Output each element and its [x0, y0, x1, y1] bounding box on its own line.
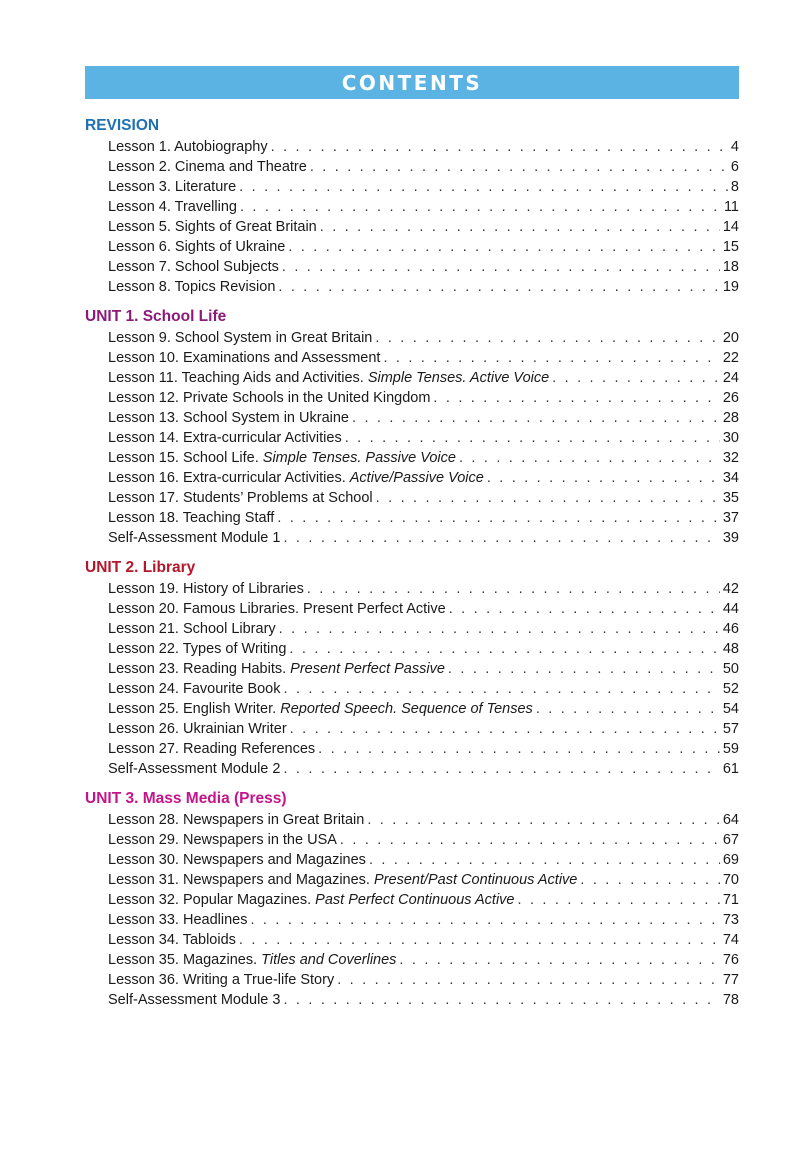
- entry-title-text: Self-Assessment Module 2: [108, 761, 281, 777]
- page-number: 39: [722, 530, 739, 546]
- dot-leader: [318, 739, 720, 759]
- toc-entry[interactable]: [108, 448, 739, 468]
- toc-entry[interactable]: [108, 528, 739, 548]
- toc-entry[interactable]: [108, 428, 739, 448]
- page-number: 61: [722, 761, 739, 777]
- toc-entry[interactable]: [108, 659, 739, 679]
- section-heading: UNIT 2. Library: [85, 559, 196, 576]
- entry-title: [108, 759, 280, 779]
- entry-title: [108, 157, 307, 177]
- entry-title: [108, 870, 577, 890]
- dot-leader: [283, 990, 719, 1010]
- page-number: 67: [722, 832, 739, 848]
- section-heading: REVISION: [85, 117, 160, 134]
- entry-title: [108, 810, 364, 830]
- page-number: 8: [730, 179, 739, 195]
- entry-title-text: Lesson 19. History of Libraries: [108, 581, 304, 597]
- entry-title-text: Lesson 23. Reading Habits.: [108, 661, 291, 677]
- entry-title-text: Lesson 18. Teaching Staff: [108, 510, 275, 526]
- entry-title-text: Lesson 30. Newspapers and Magazines: [108, 852, 366, 868]
- entry-title: [108, 970, 334, 990]
- dot-leader: [449, 599, 720, 619]
- toc-entry[interactable]: [108, 157, 739, 177]
- toc-entry[interactable]: [108, 870, 739, 890]
- entry-title: [108, 237, 285, 257]
- entry-title: [108, 579, 304, 599]
- toc-entry[interactable]: [108, 388, 739, 408]
- toc-entry[interactable]: [108, 137, 739, 157]
- entry-title-text: Lesson 3. Literature: [108, 179, 237, 195]
- page-number: 32: [722, 450, 739, 466]
- entry-title: [108, 197, 237, 217]
- entry-title: [108, 739, 315, 759]
- toc-entry[interactable]: [108, 739, 739, 759]
- page-number: 19: [722, 279, 739, 295]
- entry-title-text: Lesson 34. Tabloids: [108, 932, 236, 948]
- toc-entry[interactable]: [108, 217, 739, 237]
- entry-grammar-topic: Active/Passive Voice: [349, 470, 484, 486]
- entry-grammar-topic: Reported Speech. Sequence of Tenses: [280, 701, 533, 717]
- entry-title: [108, 830, 337, 850]
- entry-title-text: Lesson 29. Newspapers in the USA: [108, 832, 337, 848]
- entry-title: [108, 619, 276, 639]
- dot-leader: [448, 659, 720, 679]
- dot-leader: [279, 619, 720, 639]
- entry-title: [108, 428, 342, 448]
- page-number: 52: [722, 681, 739, 697]
- dot-leader: [288, 237, 720, 257]
- toc-entry[interactable]: [108, 679, 739, 699]
- entry-title: [108, 217, 317, 237]
- entry-title-text: Lesson 17. Students’ Problems at School: [108, 490, 373, 506]
- entry-title: [108, 890, 515, 910]
- entry-title: [108, 348, 380, 368]
- entry-title-text: Lesson 25. English Writer.: [108, 701, 281, 717]
- entry-title: [108, 177, 236, 197]
- toc-entry[interactable]: [108, 719, 739, 739]
- toc-entry[interactable]: [108, 468, 739, 488]
- toc-entry[interactable]: [108, 257, 739, 277]
- dot-leader: [340, 830, 720, 850]
- toc-entry[interactable]: [108, 348, 739, 368]
- dot-leader: [284, 679, 720, 699]
- dot-leader: [307, 579, 720, 599]
- entry-title-text: Lesson 12. Private Schools in the United Kingdom: [108, 390, 431, 406]
- entry-title-text: Lesson 20. Famous Libraries. Present Perfect Active: [108, 601, 446, 617]
- page-number: 14: [722, 219, 739, 235]
- dot-leader: [277, 508, 720, 528]
- entry-title: [108, 679, 281, 699]
- dot-leader: [278, 277, 719, 297]
- entry-grammar-topic: Simple Tenses. Passive Voice: [262, 450, 456, 466]
- page-number: 46: [722, 621, 739, 637]
- page-number: 22: [722, 350, 739, 366]
- toc-entry[interactable]: [108, 970, 739, 990]
- entry-grammar-topic: Simple Tenses. Active Voice: [367, 370, 550, 386]
- toc-entry[interactable]: [108, 488, 739, 508]
- entry-title: [108, 990, 280, 1010]
- page-number: 4: [730, 139, 739, 155]
- entry-title-text: Lesson 9. School System in Great Britain: [108, 330, 373, 346]
- toc-entry[interactable]: [108, 930, 739, 950]
- page-number: 70: [722, 872, 739, 888]
- page-number: 24: [722, 370, 739, 386]
- entry-title: [108, 699, 533, 719]
- contents-banner: [85, 66, 739, 99]
- page-number: 20: [722, 330, 739, 346]
- entry-title: [108, 328, 372, 348]
- entry-title: [108, 468, 484, 488]
- entry-title-text: Lesson 11. Teaching Aids and Activities.: [108, 370, 368, 386]
- entry-title-text: Lesson 13. School System in Ukraine: [108, 410, 349, 426]
- dot-leader: [240, 197, 721, 217]
- entry-title: [108, 257, 279, 277]
- dot-leader: [250, 910, 719, 930]
- dot-leader: [271, 137, 728, 157]
- dot-leader: [518, 890, 720, 910]
- page-number: 18: [722, 259, 739, 275]
- dot-leader: [310, 157, 728, 177]
- entry-title-text: Lesson 28. Newspapers in Great Britain: [108, 812, 365, 828]
- toc-entry[interactable]: [108, 850, 739, 870]
- page-title: CONTENTS: [341, 70, 483, 95]
- page-number: 6: [730, 159, 739, 175]
- entry-title: [108, 719, 287, 739]
- dot-leader: [289, 639, 719, 659]
- page-number: 48: [722, 641, 739, 657]
- page-number: 74: [722, 932, 739, 948]
- page-number: 42: [722, 581, 739, 597]
- dot-leader: [459, 448, 720, 468]
- toc-entry[interactable]: [108, 508, 739, 528]
- dot-leader: [399, 950, 719, 970]
- entry-title-text: Lesson 35. Magazines.: [108, 952, 262, 968]
- entry-grammar-topic: Present/Past Continuous Active: [374, 872, 578, 888]
- entry-title-text: Lesson 22. Types of Writing: [108, 641, 287, 657]
- toc-entry[interactable]: [108, 328, 739, 348]
- toc-entry[interactable]: [108, 237, 739, 257]
- page-number: 35: [722, 490, 739, 506]
- section-heading: UNIT 1. School Life: [85, 308, 227, 325]
- toc-entry[interactable]: [108, 890, 739, 910]
- dot-leader: [367, 810, 720, 830]
- dot-leader: [376, 488, 720, 508]
- dot-leader: [352, 408, 720, 428]
- page-number: 78: [722, 992, 739, 1008]
- table-of-contents: [85, 115, 739, 1010]
- entry-title: [108, 910, 247, 930]
- entry-title: [108, 930, 236, 950]
- toc-entry[interactable]: [108, 810, 739, 830]
- toc-entry[interactable]: [108, 197, 739, 217]
- entry-title: [108, 388, 430, 408]
- entry-grammar-topic: Present Perfect Passive: [290, 661, 445, 677]
- entry-title: [108, 950, 396, 970]
- dot-leader: [283, 528, 719, 548]
- page-number: 64: [722, 812, 739, 828]
- toc-entry[interactable]: [108, 830, 739, 850]
- entry-grammar-topic: Titles and Coverlines: [261, 952, 397, 968]
- page-number: 59: [722, 741, 739, 757]
- entry-title: [108, 488, 373, 508]
- toc-entry[interactable]: [108, 368, 739, 388]
- entry-title: [108, 508, 274, 528]
- toc-entry[interactable]: [108, 910, 739, 930]
- dot-leader: [487, 468, 720, 488]
- toc-entry[interactable]: [108, 277, 739, 297]
- entry-title-text: Lesson 24. Favourite Book: [108, 681, 281, 697]
- toc-section: [85, 557, 739, 779]
- toc-section: [85, 788, 739, 1010]
- dot-leader: [283, 759, 719, 779]
- entry-title-text: Lesson 5. Sights of Great Britain: [108, 219, 317, 235]
- entry-title-text: Lesson 14. Extra-curricular Activities: [108, 430, 342, 446]
- dot-leader: [536, 699, 720, 719]
- entry-title: [108, 448, 456, 468]
- entry-title-text: Lesson 33. Headlines: [108, 912, 248, 928]
- page-number: 30: [722, 430, 739, 446]
- entry-title-text: Lesson 2. Cinema and Theatre: [108, 159, 307, 175]
- dot-leader: [383, 348, 719, 368]
- page-number: 44: [722, 601, 739, 617]
- entry-title: [108, 599, 446, 619]
- page-number: 54: [722, 701, 739, 717]
- entry-title-text: Lesson 6. Sights of Ukraine: [108, 239, 286, 255]
- entry-title-text: Lesson 15. School Life.: [108, 450, 263, 466]
- toc-entry[interactable]: [108, 699, 739, 719]
- toc-entry[interactable]: [108, 599, 739, 619]
- dot-leader: [345, 428, 720, 448]
- entry-title: [108, 137, 268, 157]
- page-number: 28: [722, 410, 739, 426]
- page-number: 57: [722, 721, 739, 737]
- entry-title-text: Lesson 1. Autobiography: [108, 139, 268, 155]
- page-number: 34: [722, 470, 739, 486]
- page-number: 15: [722, 239, 739, 255]
- page-number: 11: [723, 199, 739, 215]
- toc-entry[interactable]: [108, 408, 739, 428]
- entry-title: [108, 368, 549, 388]
- entry-title-text: Lesson 26. Ukrainian Writer: [108, 721, 287, 737]
- entry-title-text: Lesson 21. School Library: [108, 621, 276, 637]
- toc-entry[interactable]: [108, 579, 739, 599]
- entry-title-text: Lesson 7. School Subjects: [108, 259, 279, 275]
- dot-leader: [552, 368, 720, 388]
- toc-section: [85, 306, 739, 548]
- entry-title-text: Lesson 36. Writing a True-life Story: [108, 972, 335, 988]
- entry-title: [108, 850, 366, 870]
- dot-leader: [320, 217, 720, 237]
- dot-leader: [433, 388, 719, 408]
- entry-title: [108, 408, 349, 428]
- dot-leader: [337, 970, 720, 990]
- page-number: 26: [722, 390, 739, 406]
- dot-leader: [239, 930, 720, 950]
- dot-leader: [369, 850, 720, 870]
- entry-title-text: Lesson 4. Travelling: [108, 199, 237, 215]
- entry-title-text: Self-Assessment Module 3: [108, 992, 281, 1008]
- entry-title-text: Lesson 8. Topics Revision: [108, 279, 276, 295]
- toc-section: [85, 115, 739, 297]
- dot-leader: [239, 177, 728, 197]
- entry-title: [108, 639, 286, 659]
- section-heading: UNIT 3. Mass Media (Press): [85, 790, 287, 807]
- page-number: 69: [722, 852, 739, 868]
- entry-title-text: Lesson 31. Newspapers and Magazines.: [108, 872, 374, 888]
- page-number: 73: [722, 912, 739, 928]
- dot-leader: [375, 328, 720, 348]
- page-number: 50: [722, 661, 739, 677]
- toc-entry[interactable]: [108, 990, 739, 1010]
- toc-entry[interactable]: [108, 639, 739, 659]
- entry-grammar-topic: Past Perfect Continuous Active: [315, 892, 515, 908]
- entry-title-text: Lesson 27. Reading References: [108, 741, 316, 757]
- entry-title: [108, 277, 275, 297]
- dot-leader: [290, 719, 720, 739]
- toc-entry[interactable]: [108, 177, 739, 197]
- entry-title: [108, 528, 280, 548]
- dot-leader: [580, 870, 719, 890]
- page-number: 71: [722, 892, 739, 908]
- entry-title-text: Lesson 16. Extra-curricular Activities.: [108, 470, 350, 486]
- entry-title-text: Lesson 10. Examinations and Assessment: [108, 350, 381, 366]
- page-number: 37: [722, 510, 739, 526]
- page-number: 76: [722, 952, 739, 968]
- entry-title: [108, 659, 445, 679]
- toc-entry[interactable]: [108, 950, 739, 970]
- toc-entry[interactable]: [108, 619, 739, 639]
- toc-entry[interactable]: [108, 759, 739, 779]
- dot-leader: [282, 257, 720, 277]
- entry-title-text: Self-Assessment Module 1: [108, 530, 281, 546]
- entry-title-text: Lesson 32. Popular Magazines.: [108, 892, 316, 908]
- page-number: 77: [722, 972, 739, 988]
